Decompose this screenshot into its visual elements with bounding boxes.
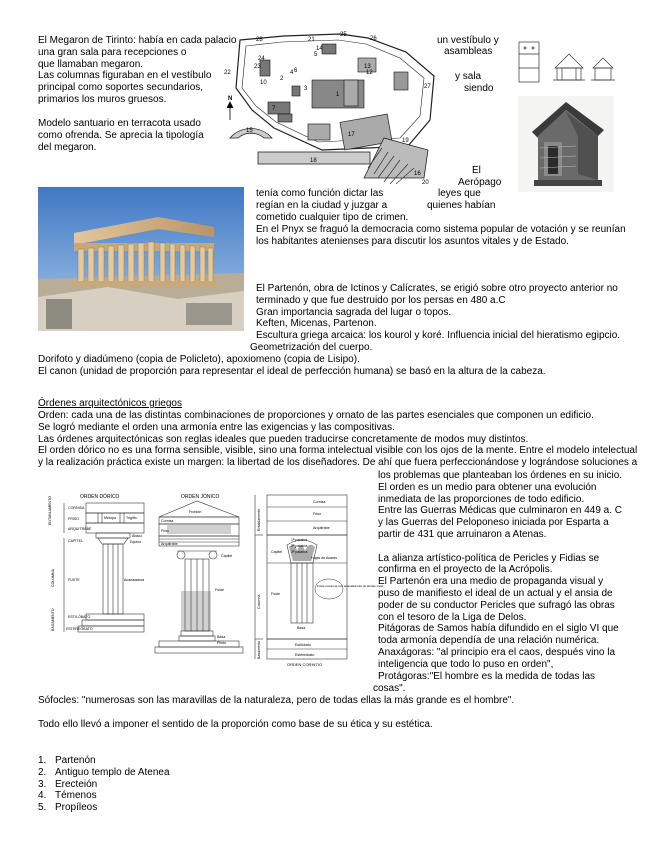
- corinthian-label: 1ª palabra: [291, 538, 308, 542]
- ionic-label: Basa: [217, 635, 226, 639]
- text-line: Keften, Micenas, Partenon.: [256, 318, 377, 330]
- doric-label: Triglifo: [126, 516, 137, 520]
- corinthian-label: Estereóbato: [295, 653, 315, 657]
- plan-number: 19: [402, 138, 409, 144]
- list-item: [38, 755, 170, 767]
- plan-number: 13: [364, 64, 371, 70]
- ordenes-side-text: [378, 470, 622, 682]
- list-item: [38, 779, 170, 791]
- ionic-label: Arquitrabe: [161, 542, 178, 546]
- text-line: El Partenón era una medio de propaganda visual y: [378, 576, 604, 588]
- text-line: toda armonía dependía de una relación numérica.: [378, 635, 600, 647]
- plan-number: 26: [370, 36, 377, 42]
- ionic-order-figure: [151, 491, 246, 658]
- corinthian-label: Hojas de Acanto: [311, 556, 338, 560]
- corinthian-label: Columna: [257, 594, 261, 609]
- ordenes-heading: Órdenes arquitectónicos griegos: [38, 398, 182, 409]
- todo-ello-text: Todo ello llevó a imponer el sentido de la proporción como base de su ética y su estética.: [38, 719, 433, 730]
- plan-number: 21: [308, 37, 315, 43]
- doric-label: ESTILÓBATO: [68, 615, 91, 619]
- areopago-b1: regían en la ciudad y juzgar a: [256, 200, 388, 211]
- text-line: inteligencia que todo lo puso en orden",: [378, 658, 554, 670]
- partenon-text: [256, 283, 620, 342]
- corinthian-label: Fuste Columna con acanaladuras de aristas vivas: [317, 584, 384, 588]
- plan-number: 4: [290, 70, 294, 76]
- megaron-text: [38, 35, 236, 106]
- text-line: Gran importancia sagrada del lugar o topos.: [256, 306, 452, 318]
- plan-number: 7: [272, 106, 276, 112]
- text-line: Modelo santuario en terracota usado: [38, 118, 201, 129]
- north-label: N: [228, 96, 233, 102]
- dorifoto-text: Dorifoto y diadúmeno (copia de Policleto), apoxiomeno (copia de Lisipo).: [38, 354, 360, 365]
- text-line: Orden: cada una de las distintas combinaciones de proporciones y ornato de las partes esenciales que componen un edificio.: [38, 410, 594, 421]
- plan-number: 5: [314, 52, 318, 58]
- text-line: Pitágoras de Samos había difundido en el siglo VI que: [378, 623, 619, 635]
- text-line: Anaxágoras: "al principio era el caos, después vino la: [378, 646, 616, 658]
- ionic-title: ORDEN JÓNICO: [181, 494, 220, 500]
- text-line: los problemas que planteaban los órdenes en su inicio.: [378, 470, 623, 481]
- text-line: como ofrenda. Se aprecia la tipología: [38, 129, 204, 141]
- text-line: que llamaban megaron.: [38, 58, 144, 70]
- ionic-label: Friso: [161, 529, 169, 533]
- plan-number: 3: [304, 86, 308, 92]
- plan-number: 23: [254, 64, 261, 70]
- corinthian-label: Cornisa: [313, 500, 326, 504]
- text-line: inmediata de las proporciones de todo edificio.: [378, 493, 585, 505]
- corinthian-label: Arquitrabe: [313, 526, 330, 530]
- doric-label: CORNISA: [68, 506, 85, 510]
- list-item: [38, 802, 170, 814]
- plan-number: 10: [260, 80, 267, 86]
- list-label: Antiguo templo de Atenea: [55, 766, 170, 778]
- doric-label: Ábaco: [132, 534, 143, 538]
- north-arrow-icon: [227, 102, 233, 120]
- text-line: Las órdenes arquitectónicas son reglas ideales que pueden traducirse concretamente de modos muy distintos.: [38, 433, 529, 445]
- text-line: El Megaron de Tirinto: había en cada palacio: [38, 35, 237, 46]
- areopago-title-1: El: [472, 165, 481, 176]
- doric-label: ESTEREÓBATO: [66, 627, 93, 631]
- canon-text: El canon (unidad de proporción para representar el ideal de perfección humana) se basó en la altura de la cabeza.: [38, 366, 546, 377]
- plan-number: 20: [422, 180, 429, 186]
- corinthian-label: 3ª palabra: [291, 550, 308, 554]
- text-line: El orden dórico no es una forma sensible, visible, sino una forma intelectual visible con los ojos de la mente. Entre el modelo intelectual: [38, 445, 638, 457]
- plan-number: 14: [316, 46, 323, 52]
- areopago-b2: quienes habían: [427, 200, 496, 211]
- plan-number: 15: [246, 128, 253, 134]
- text-line: del megaron.: [38, 141, 97, 153]
- doric-order-figure: [46, 491, 148, 658]
- list-item: [38, 767, 170, 779]
- doric-label: CAPITEL: [68, 539, 83, 543]
- text-line: poder de su conductor Pericles que sufragó las obras: [378, 599, 615, 611]
- acropolis-plan-figure: [218, 28, 440, 193]
- sofocles-text: Sófocles: "numerosas son las maravillas de la naturaleza, pero de todas ellas la más grande es el hombre".: [38, 695, 515, 706]
- plan-number: 28: [256, 37, 263, 43]
- list-number: 3.: [38, 778, 47, 790]
- doric-title: ORDEN DÓRICO: [80, 494, 120, 500]
- plan-number: 16: [414, 171, 421, 177]
- corinthian-label: 2ª palabra: [291, 544, 308, 548]
- numbered-list: [38, 755, 170, 814]
- text-line: principal como soportes secundarios,: [38, 82, 204, 94]
- terracotta-model-figure: [518, 96, 614, 192]
- text-line: Las columnas figuraban en el vestíbulo: [38, 70, 212, 82]
- text-line: una gran sala para recepciones o: [38, 46, 187, 58]
- text-line: Escultura griega arcaica: los kourol y koré. Influencia inicial del hieratismo egipcio.: [256, 330, 621, 342]
- text-line: La alianza artístico-política de Pericles y Fidias se: [378, 552, 600, 564]
- geometrizacion-text: Geometrización del cuerpo.: [250, 342, 373, 353]
- plan-number: 27: [424, 84, 431, 90]
- ionic-label: Fuste: [215, 588, 224, 592]
- text-line: Entre las Guerras Médicas que culminaron en 449 a. C: [378, 505, 623, 517]
- list-number: 1.: [38, 755, 47, 766]
- list-item: [38, 790, 170, 802]
- text-line: [378, 541, 622, 553]
- doric-label: FRISO: [68, 517, 79, 521]
- list-number: 2.: [38, 766, 47, 778]
- megaron-right-a: un vestíbulo y: [437, 35, 499, 46]
- text-line: Se logró mediante el orden una armonía entre las exigencias y las compositivas.: [38, 421, 395, 433]
- list-label: Erecteión: [55, 778, 98, 790]
- list-label: Témenos: [55, 790, 97, 802]
- corinthian-label: Basa: [297, 626, 306, 630]
- areopago-a2: leyes que: [438, 188, 481, 199]
- list-label: Partenón: [55, 755, 96, 766]
- ionic-label: Plinto: [217, 641, 226, 645]
- text-line: partir de 431 que arruinaron a Atenas.: [378, 528, 547, 540]
- ionic-label: Cornisa: [161, 519, 174, 523]
- text-line: puso de manifiesto el ideal de un actual y el ansia de: [378, 587, 613, 599]
- text-line: y la realización práctica existe un margen: la libertad de los diseñadores. De ahí que fuera perfeccionándose y lográndose soluciones a: [38, 457, 638, 469]
- doric-label: FUSTE: [68, 578, 80, 582]
- doric-label: ARQUITRABE: [68, 527, 92, 531]
- text-line: En el Pnyx se fraguó la democracia como sistema popular de votación y se reunían: [256, 224, 626, 235]
- areopago-title-2: Aerópago: [458, 177, 502, 188]
- doric-label: ENTABLAMENTO: [48, 495, 52, 525]
- corinthian-order-figure: [251, 491, 384, 669]
- corinthian-label: Fuste: [271, 592, 280, 596]
- text-line: Protágoras:"El hombre es la medida de todas las: [378, 670, 596, 682]
- text-line: los habitantes atenienses para discutir los asuntos vitales y de Estado.: [256, 235, 569, 247]
- plan-number: 25: [340, 32, 347, 38]
- plan-number: 2: [280, 76, 284, 82]
- corinthian-title: ORDEN CORINTIO: [287, 662, 323, 667]
- megaron-right-b: asambleas: [444, 46, 493, 57]
- plan-number: 22: [224, 70, 231, 76]
- text-line: confirma en el proyecto de la Acrópolis.: [378, 564, 553, 576]
- corinthian-label: Basamento: [257, 640, 261, 659]
- text-line: y las Guerras del Peloponeso iniciada por Esparta a: [378, 517, 609, 529]
- ordenes-text: [38, 410, 637, 469]
- pnyx-text: [256, 224, 626, 248]
- text-line: El orden es un medio para obtener una evolución: [378, 481, 597, 493]
- corinthian-label: Estilóbato: [295, 643, 311, 647]
- doric-label: Metopa: [104, 516, 116, 520]
- corinthian-label: Capitel: [271, 550, 283, 554]
- plan-number: 17: [348, 132, 355, 138]
- text-line: primarios los muros gruesos.: [38, 93, 167, 105]
- areopago-c: cometido cualquier tipo de crimen.: [256, 212, 409, 223]
- parthenon-photo: [38, 187, 244, 331]
- areopago-a1: tenía como función dictar las: [256, 188, 384, 199]
- text-line: El Partenón, obra de Ictinos y Calícrates, se erigió sobre otro proyecto anterior no: [256, 283, 618, 294]
- ionic-label: Frontón: [189, 510, 202, 514]
- list-number: 5.: [38, 802, 47, 814]
- text-line: con el tesoro de la Liga de Delos.: [378, 611, 527, 623]
- corinthian-label: Friso: [313, 512, 321, 516]
- plan-number: 18: [310, 158, 317, 164]
- doric-label: Equino: [130, 540, 142, 544]
- megaron-right-d: siendo: [464, 83, 494, 94]
- cosas-text: cosas".: [373, 683, 406, 694]
- plan-number: 6: [294, 68, 298, 74]
- list-label: Propíleos: [55, 802, 98, 814]
- text-line: terminado y que fue destruido por los persas en 480 a.C: [256, 294, 506, 306]
- doric-label: Acanaladura: [124, 578, 145, 582]
- modelo-text: [38, 118, 204, 153]
- plan-number: 24: [258, 56, 265, 62]
- megaron-right-c: y sala: [455, 71, 482, 82]
- doric-label: BASAMENTO: [51, 608, 55, 631]
- plan-number: 12: [366, 70, 373, 76]
- doric-label: COLUMNA: [51, 569, 55, 587]
- list-number: 4.: [38, 790, 47, 802]
- ionic-label: Capitel: [221, 554, 233, 558]
- megaron-diagrams-figure: [517, 38, 617, 86]
- corinthian-label: Entablamento: [257, 508, 261, 531]
- plan-number: 1: [336, 92, 340, 98]
